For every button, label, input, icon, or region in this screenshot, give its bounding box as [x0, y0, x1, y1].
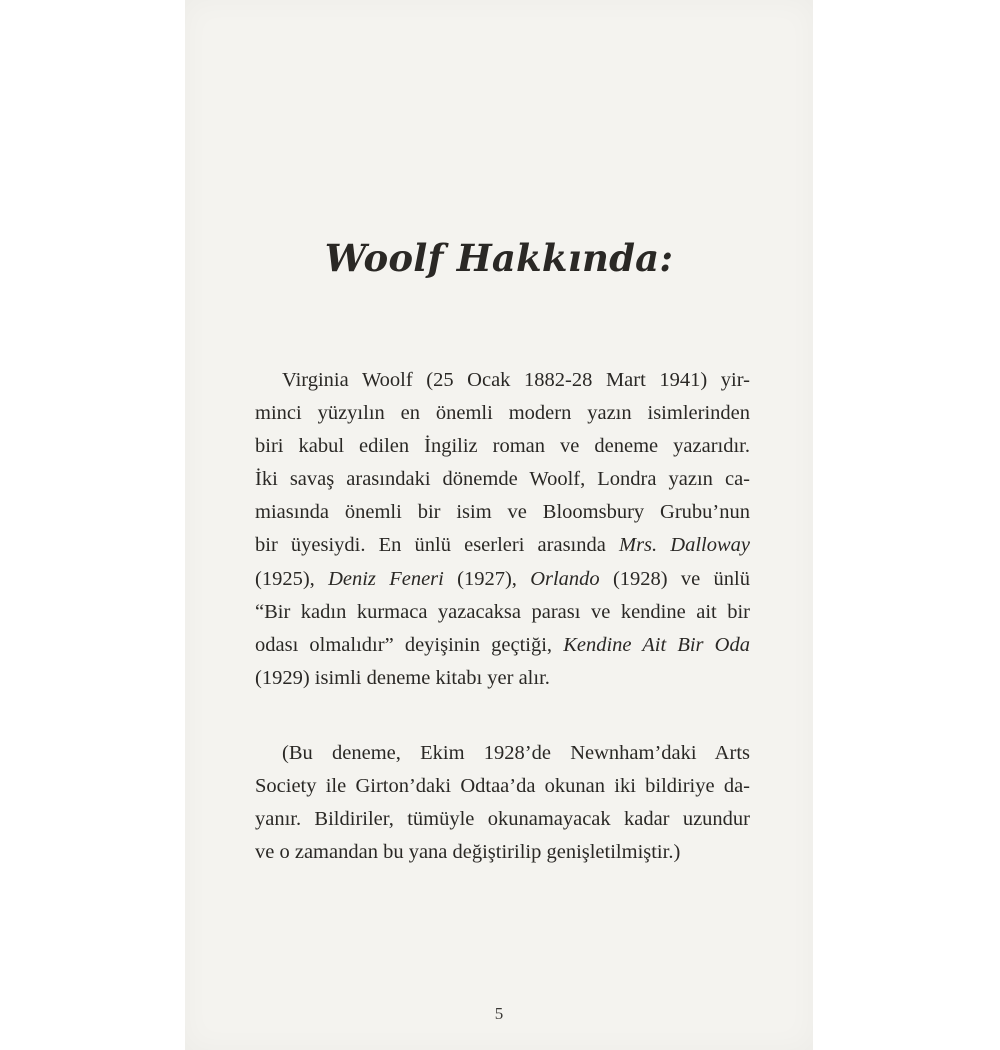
text-line: İki savaş arasındaki dönemde Woolf, Londra yazın ca- [255, 468, 750, 491]
text-line: biri kabul edilen İngiliz roman ve deneme yazarıdır. [255, 435, 750, 458]
text-line: minci yüzyılın en önemli modern yazın isimlerinden [255, 402, 750, 425]
text-line: Virginia Woolf (25 Ocak 1882-28 Mart 1941) yir- [282, 369, 750, 391]
text-line: (1929) isimli deneme kitabı yer alır. [255, 666, 550, 689]
book-title-kendine-ait-bir-oda: Kendine Ait Bir Oda [563, 633, 750, 656]
text-line: odası olmalıdır” deyişinin geçtiği, Kendine Ait Bir Oda [255, 633, 750, 656]
chapter-title: Woolf Hakkında: [324, 236, 674, 280]
text-line: (Bu deneme, Ekim 1928’de Newnham’daki Arts [282, 742, 750, 764]
text-line: “Bir kadın kurmaca yazacaksa parası ve kendine ait bir [255, 600, 750, 623]
book-title-deniz-feneri: Deniz Feneri [328, 567, 444, 590]
text-line: ve o zamandan bu yana değiştirilip genişletilmiştir.) [255, 841, 681, 864]
book-page [185, 0, 813, 1050]
text-line: (1925), Deniz Feneri (1927), Orlando (1928) ve ünlü [255, 567, 750, 590]
text-line: miasında önemli bir isim ve Bloomsbury Grubu’nun [255, 501, 750, 524]
note-paragraph [255, 737, 750, 869]
text-line: bir üyesiydi. En ünlü eserleri arasında Mrs. Dalloway [255, 534, 751, 557]
text-line: yanır. Bildiriler, tümüyle okunamayacak kadar uzundur [255, 808, 750, 831]
page-number: 5 [494, 1004, 504, 1023]
biography-paragraph [255, 364, 750, 695]
text-line: Society ile Girton’daki Odtaa’da okunan iki bildiriye da- [255, 775, 750, 798]
book-title-orlando: Orlando [530, 567, 600, 590]
book-title-mrs-dalloway: Mrs. Dalloway [619, 534, 751, 557]
